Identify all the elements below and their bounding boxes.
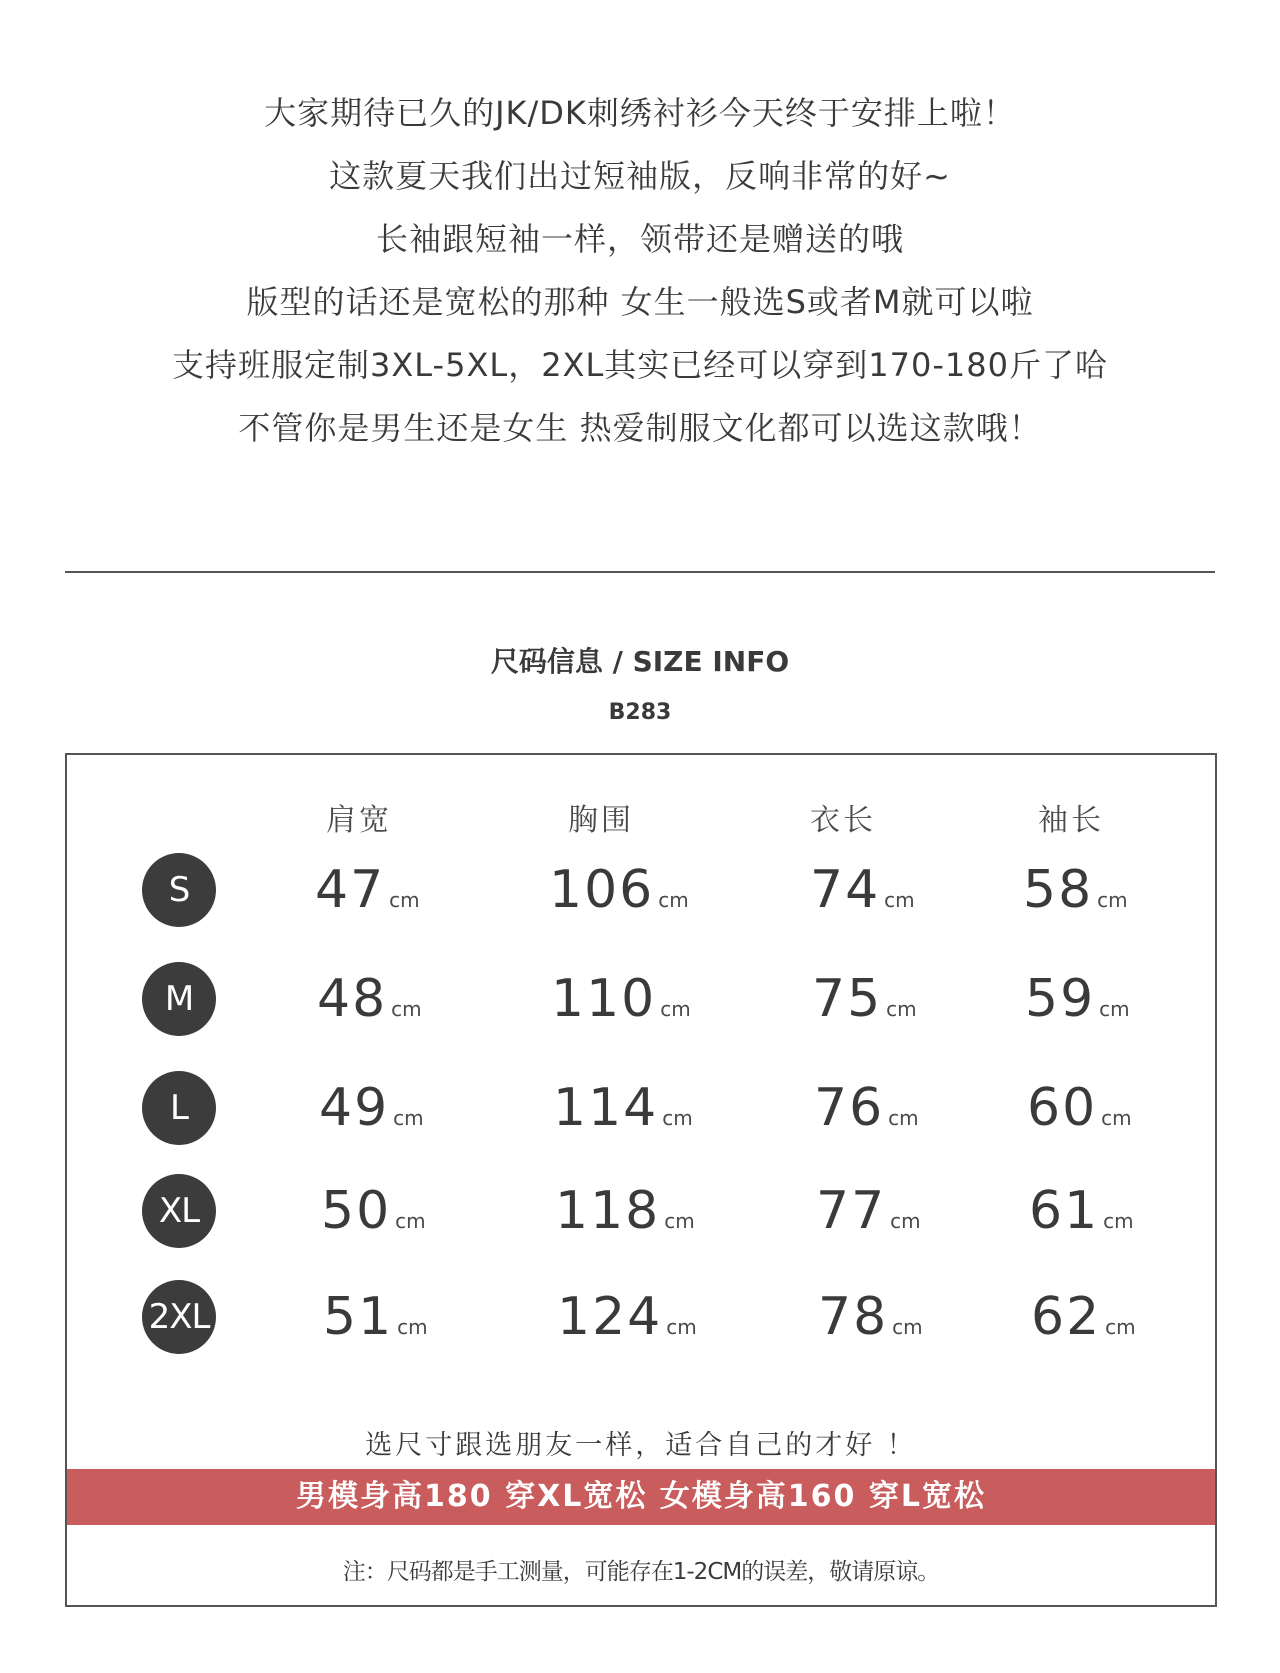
measurement-value: 51	[323, 1287, 394, 1347]
measurement-value: 77	[816, 1181, 887, 1241]
intro-line: 版型的话还是宽松的那种 女生一般选S或者M就可以啦	[246, 283, 1034, 321]
measurement-length	[810, 860, 915, 920]
measurement-unit: cm	[393, 1106, 424, 1130]
measurement-chest	[551, 969, 691, 1029]
measurement-unit: cm	[666, 1315, 697, 1339]
measurement-value: 62	[1031, 1287, 1102, 1347]
size-badge: XL	[142, 1174, 216, 1248]
measurement-unit: cm	[664, 1209, 695, 1233]
measurement-shoulder	[319, 1078, 424, 1138]
measurement-unit: cm	[658, 888, 689, 912]
measurement-sleeve	[1025, 969, 1130, 1029]
measurement-length	[812, 969, 917, 1029]
measurement-value: 48	[317, 969, 388, 1029]
measurement-sleeve	[1031, 1287, 1136, 1347]
measurement-value: 110	[551, 969, 657, 1029]
measurement-value: 50	[321, 1181, 392, 1241]
measurement-value: 74	[810, 860, 881, 920]
measurement-value: 61	[1029, 1181, 1100, 1241]
size-info-title: 尺码信息 / SIZE INFO	[490, 645, 790, 678]
measurement-unit: cm	[397, 1315, 428, 1339]
measurement-length	[816, 1181, 921, 1241]
size-badge: L	[142, 1071, 216, 1145]
intro-line: 不管你是男生还是女生 热爱制服文化都可以选这款哦！	[238, 409, 1042, 447]
intro-text	[0, 82, 1280, 460]
measurement-unit: cm	[890, 1209, 921, 1233]
size-tip: 选尺寸跟选朋友一样，适合自己的才好 ！	[365, 1430, 917, 1461]
measurement-unit: cm	[1099, 997, 1130, 1021]
measurement-unit: cm	[884, 888, 915, 912]
intro-line: 长袖跟短袖一样，领带还是赠送的哦	[375, 220, 904, 258]
measurement-value: 124	[557, 1287, 663, 1347]
measurement-sleeve	[1029, 1181, 1134, 1241]
measurement-unit: cm	[1103, 1209, 1134, 1233]
measurement-sleeve	[1027, 1078, 1132, 1138]
measurement-unit: cm	[389, 888, 420, 912]
measurement-sleeve	[1023, 860, 1128, 920]
model-info-band	[67, 1469, 1215, 1525]
measurement-chest	[549, 860, 689, 920]
measurement-length	[814, 1078, 919, 1138]
column-header-chest: 胸围	[568, 803, 634, 838]
measurement-value: 76	[814, 1078, 885, 1138]
intro-line: 支持班服定制3XL-5XL，2XL其实已经可以穿到170-180斤了哈	[171, 346, 1109, 384]
measurement-shoulder	[317, 969, 422, 1029]
measurement-value: 49	[319, 1078, 390, 1138]
measurement-value: 47	[315, 860, 386, 920]
measurement-value: 60	[1027, 1078, 1098, 1138]
measurement-unit: cm	[1101, 1106, 1132, 1130]
size-badge: 2XL	[142, 1280, 216, 1354]
size-table	[65, 753, 1217, 1607]
measurement-chest	[553, 1078, 693, 1138]
intro-line: 这款夏天我们出过短袖版，反响非常的好~	[329, 157, 951, 195]
measurement-shoulder	[321, 1181, 426, 1241]
measurement-value: 59	[1025, 969, 1096, 1029]
model-info-text: 男模身高180 穿XL宽松 女模身高160 穿L宽松	[296, 1479, 986, 1514]
measurement-unit: cm	[892, 1315, 923, 1339]
measurement-value: 106	[549, 860, 655, 920]
measurement-value: 58	[1023, 860, 1094, 920]
measurement-unit: cm	[391, 997, 422, 1021]
column-header-shoulder: 肩宽	[326, 803, 392, 838]
measurement-value: 75	[812, 969, 883, 1029]
measurement-chest	[557, 1287, 697, 1347]
measurement-shoulder	[315, 860, 420, 920]
measurement-value: 114	[553, 1078, 659, 1138]
size-badge: S	[142, 853, 216, 927]
measurement-value: 118	[555, 1181, 661, 1241]
column-header-length: 衣长	[810, 803, 876, 838]
measurement-unit: cm	[1097, 888, 1128, 912]
product-code: B283	[608, 700, 672, 725]
section-divider	[65, 571, 1215, 573]
measurement-value: 78	[818, 1287, 889, 1347]
measurement-unit: cm	[395, 1209, 426, 1233]
measurement-length	[818, 1287, 923, 1347]
measurement-shoulder	[323, 1287, 428, 1347]
intro-line: 大家期待已久的JK/DK刺绣衬衫今天终于安排上啦！	[264, 94, 1016, 132]
measurement-note: 注：尺码都是手工测量，可能存在1-2CM的误差，敬请原谅。	[342, 1559, 940, 1585]
size-badge: M	[142, 962, 216, 1036]
measurement-unit: cm	[1105, 1315, 1136, 1339]
measurement-unit: cm	[888, 1106, 919, 1130]
measurement-unit: cm	[886, 997, 917, 1021]
column-header-sleeve: 袖长	[1038, 803, 1104, 838]
measurement-unit: cm	[660, 997, 691, 1021]
measurement-unit: cm	[662, 1106, 693, 1130]
measurement-chest	[555, 1181, 695, 1241]
